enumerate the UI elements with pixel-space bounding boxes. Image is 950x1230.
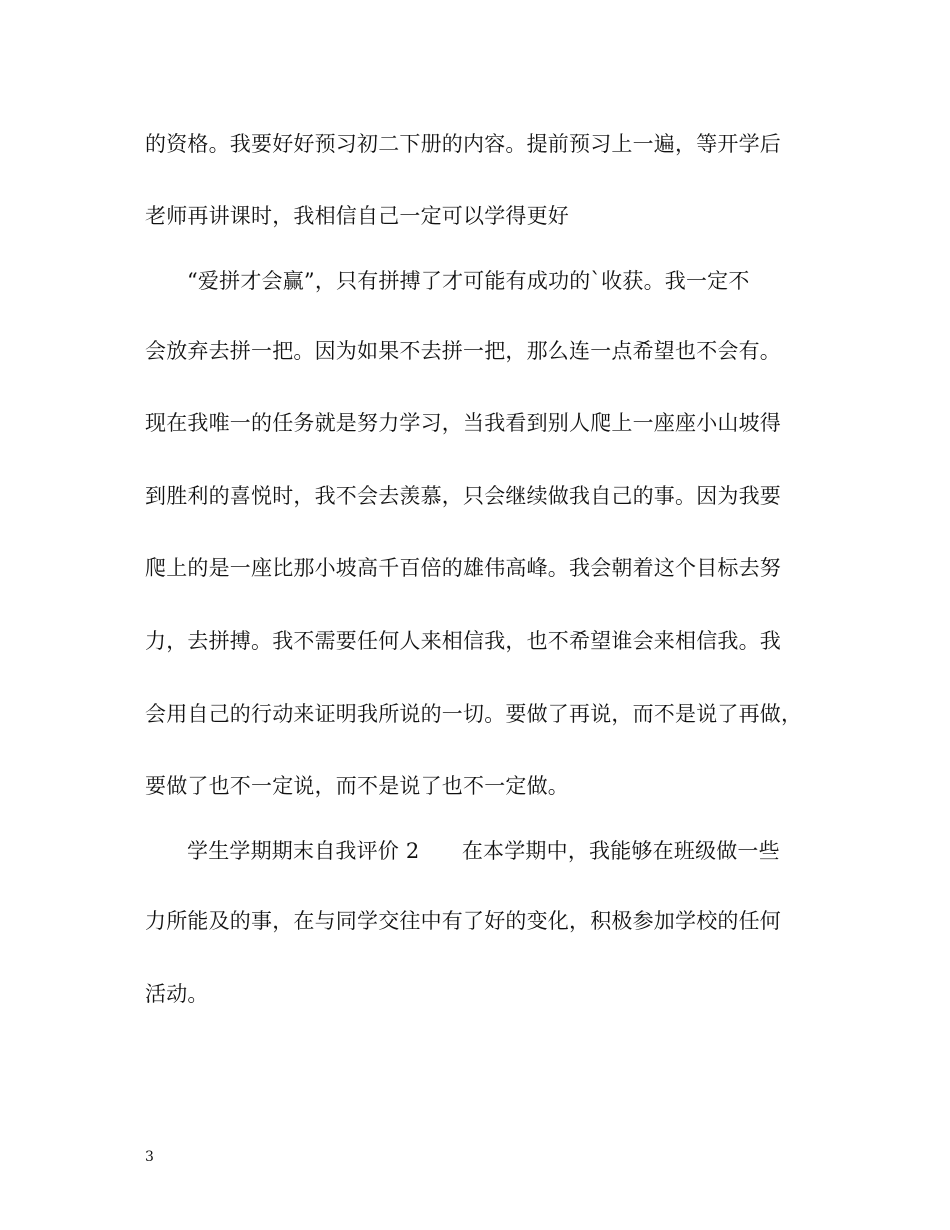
text-line: 会放弃去拼一把。因为如果不去拼一把，那么连一点希望也不会有。 [145, 339, 781, 363]
text-line: 现在我唯一的任务就是努力学习，当我看到别人爬上一座座小山坡得 [145, 411, 781, 435]
text-line: 力所能及的事，在与同学交往中有了好的变化，积极参加学校的任何 [145, 909, 781, 933]
page-number: 3 [145, 1149, 154, 1165]
text-line: 的资格。我要好好预习初二下册的内容。提前预习上一遍，等开学后 [145, 132, 781, 156]
paragraph-start-line: 学生学期期末自我评价 2 在本学期中，我能够在班级做一些 [187, 839, 780, 863]
text-line: 老师再讲课时，我相信自己一定可以学得更好 [145, 204, 569, 228]
text-line: 到胜利的喜悦时，我不会去羡慕，只会继续做我自己的事。因为我要 [145, 484, 781, 508]
text-line: 活动。 [145, 982, 209, 1006]
text-line: 要做了也不一定说，而不是说了也不一定做。 [145, 774, 569, 798]
text-line: 爬上的是一座比那小坡高千百倍的雄伟高峰。我会朝着这个目标去努 [145, 556, 781, 580]
text-line: 力，去拼搏。我不需要任何人来相信我，也不希望谁会来相信我。我 [145, 629, 781, 653]
text-line: 会用自己的行动来证明我所说的一切。要做了再说，而不是说了再做， [145, 702, 803, 726]
paragraph-start-line: “爱拼才会赢”，只有拼搏了才可能有成功的`收获。我一定不 [187, 269, 750, 293]
